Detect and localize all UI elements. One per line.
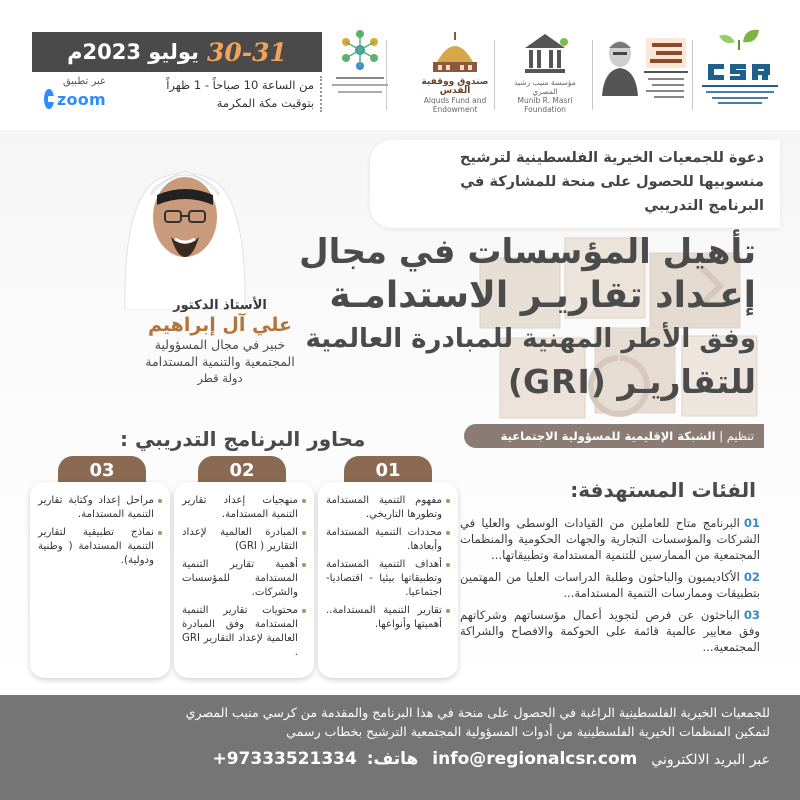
program-title-line-1: تأهيل المؤسسات في مجال [299, 232, 756, 272]
event-date-bar [32, 32, 322, 72]
zoom-badge [44, 76, 106, 120]
logo-divider [494, 40, 495, 110]
alquds-fund-caption-ar: صندوق ووقفية القدس [421, 77, 489, 96]
email-label: عبر البريد الالكتروني [651, 752, 770, 768]
axis-02-item: محتويات تقارير التنمية المستدامة وفق المبادرة العالمية لإعداد التقارير GRI . [182, 604, 306, 660]
speaker-portrait [95, 135, 275, 310]
invitation-card [370, 140, 780, 228]
axis-02-item: منهجيات إعداد تقارير التنمية المستدامة. [182, 494, 306, 522]
munib-masri-foundation-logo [503, 28, 587, 128]
target-group-text: الأكاديميون والباحثون وطلبة الدراسات العليا من المهتمين بتطبيقات وممارسات التنمية المستدامة... [460, 570, 760, 600]
csr-wordmark-art [700, 62, 780, 106]
speaker-country: دولة قطر [197, 371, 243, 385]
axis-01-item: تقارير التنمية المستدامة.. أهميتها وأنواعها. [326, 604, 450, 632]
target-group-item [460, 569, 760, 601]
target-groups-heading: الفئات المستهدفة: [570, 478, 756, 502]
phone-link[interactable]: +97333521334 [212, 749, 357, 769]
axis-01-item: محددات التنمية المستدامة وأبعادها. [326, 526, 450, 554]
alquds-fund-caption-en: Alquds Fund and Endowment [423, 96, 487, 114]
program-axes-heading: محاور البرنامج التدريبي : [120, 427, 366, 451]
target-group-number: 01 [743, 516, 760, 530]
axis-card-03 [30, 482, 170, 678]
footer-line-1: للجمعيات الخيرية الفلسطينية الراغبة في الحصول على منحة في هذا البرنامج والمقدمة من كرسي منيب المصري [185, 705, 770, 720]
target-groups-list [460, 515, 760, 661]
building-icon [520, 28, 570, 78]
year-forming-investment-caption-art [330, 72, 390, 98]
axis-number-01: 01 [344, 456, 432, 486]
speaker-info [120, 298, 320, 385]
speaker-description-2: المجتمعية والتنمية المستدامة [145, 354, 295, 369]
dome-icon [427, 28, 483, 78]
zoom-wordmark: zoom [56, 89, 106, 109]
logo-divider [692, 40, 693, 110]
target-group-number: 02 [743, 570, 760, 584]
event-time-range: من الساعة 10 صباحاً - 1 ظهراً [166, 78, 314, 92]
program-title-line-4: للتقاريـر (GRI) [507, 362, 756, 401]
masri-foundation-caption-en: Munib R. Masri Foundation [517, 96, 573, 114]
year-forming-investment-logo [330, 28, 390, 128]
program-title-line-2: إعـداد تقاريـر الاستدامـة [329, 275, 756, 316]
munib-masri-chair-logo [600, 28, 690, 128]
speaker-description-1: خبير في مجال المسؤولية [154, 337, 286, 352]
speaker-name: علي آل إبراهيم [148, 314, 292, 336]
axis-01-item: مفهوم التنمية المستدامة وتطورها التاريخي. [326, 494, 450, 522]
footer [0, 695, 800, 800]
green-network-icon [338, 28, 382, 72]
event-days: 30-31 [206, 37, 287, 67]
footer-contact [30, 745, 770, 774]
axis-number-03: 03 [58, 456, 146, 486]
axis-03-item: نماذج تطبيقية لتقارير التنمية المستدامة ( وطنية ودولية). [38, 526, 162, 568]
email-link[interactable]: info@regionalcsr.com [432, 749, 638, 769]
alquds-fund-logo [420, 28, 490, 128]
axis-03-item: مراحل إعداد وكتابة تقارير التنمية المستدامة. [38, 494, 162, 522]
invitation-line-1: دعوة للجمعيات الخيرية الفلسطينية لترشيح [459, 150, 764, 166]
axis-number-02: 02 [198, 456, 286, 486]
event-time [112, 76, 322, 112]
event-month: يوليو 2023م [67, 40, 199, 64]
target-group-text: البرنامج متاح للعاملين من القيادات الوسطى والعليا في الشركات والمؤسسات التجارية والجهات الحكومية والمنظمات المجتمعية من الممارسين للتنمية المستدامة وتطبيقاتها... [460, 516, 760, 562]
target-group-number: 03 [743, 608, 760, 622]
target-group-text: الباحثون عن فرص لتجويد أعمال مؤسساتهم وشركاتهم وفق معايير عالمية قائمة على الحوكمة والافصاح والشراكة المجتمعية... [460, 608, 760, 654]
footer-line-2: لتمكين المنظمات الخيرية الفلسطينية من أدوات المسؤولية المجتمعية الترشيح بخطاب رسمي [286, 724, 770, 739]
target-group-item [460, 607, 760, 655]
organizer-bar [464, 424, 764, 448]
organizer-name: الشبكة الإقليمية للمسؤولية الاجتماعية [500, 429, 716, 443]
invitation-line-3: البرنامج التدريبي [644, 198, 764, 214]
phone-label: هاتف: [366, 749, 419, 769]
axis-card-02 [174, 482, 314, 678]
invitation-line-2: منسوبيها للحصول على منحة للمشاركة في [460, 174, 764, 190]
csr-regional-network-logo [700, 28, 780, 128]
munib-masri-chair-lettering-art [644, 36, 688, 102]
target-group-item [460, 515, 760, 563]
zoom-via-label: عبر تطبيق [62, 76, 106, 87]
axis-card-01 [318, 482, 458, 678]
logo-divider [592, 40, 593, 110]
axis-01-item: أهداف التنمية المستدامة وتطبيقاتها بيئيا - اقتصاديا- اجتماعيا. [326, 558, 450, 600]
program-title-line-3: وفق الأطر المهنية للمبادرة العالمية [305, 324, 756, 354]
zoom-camera-icon [44, 89, 54, 109]
portrait-logo-icon [600, 36, 640, 96]
axis-02-item: المبادرة العالمية لإعداد التقارير ( GRI) [182, 526, 306, 554]
organizer-label: تنظيم | [719, 429, 754, 443]
masri-foundation-caption-ar: مؤسسة منيب رشيد المصري [514, 78, 576, 96]
axis-02-item: أهمية تقارير التنمية المستدامة للمؤسسات والشركات. [182, 558, 306, 600]
speaker-title: الأستاذ الدكتور [173, 298, 267, 313]
event-timezone: بتوقيت مكة المكرمة [216, 96, 314, 110]
